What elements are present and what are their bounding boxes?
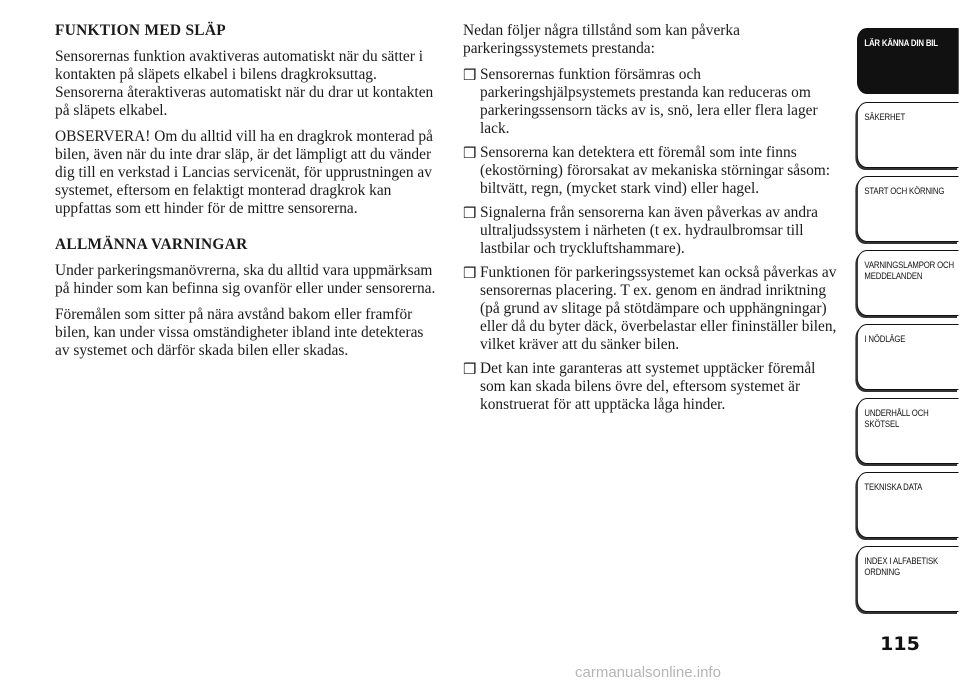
- left-column: [55, 22, 440, 368]
- checkbox-bullet-icon: ❒: [463, 144, 477, 162]
- paragraph: Föremålen som sitter på nära avstånd bakom eller framför bilen, kan under vissa omständigheter ibland inte detekteras av systemet och därför skada bilen eller skadas.: [55, 306, 424, 359]
- list-item: ❒ Funktionen för parkeringssystemet kan också påverkas av sensorernas placering. T ex. genom en ändrad inriktning (på grund av slitage på stötdämpare och upphängningar) eller då du byter däck, överbelastar eller fininställer bilen, vilket kräver att du sänker bilen.: [463, 264, 837, 353]
- list-item: ❒ Sensorernas funktion försämras och parkeringshjälpsystemets prestanda kan reduceras om parkeringssensorn täcks av is, snö, lera eller flera lager lack.: [463, 66, 818, 137]
- watermark: carmanualsonline.info: [575, 664, 721, 681]
- chapter-tabs: [857, 28, 960, 620]
- tab-lar-kanna-din-bil[interactable]: LÄR KÄNNA DIN BIL: [857, 28, 959, 94]
- tab-varningslampor[interactable]: VARNINGSLAMPOR OCH MEDDELANDEN: [857, 250, 959, 316]
- right-column: [463, 22, 838, 420]
- checkbox-bullet-icon: ❒: [463, 204, 477, 222]
- tab-i-nodlage[interactable]: I NÖDLÄGE: [857, 324, 959, 390]
- checkbox-bullet-icon: ❒: [463, 360, 477, 378]
- intro-paragraph: Nedan följer några tillstånd som kan påverka parkeringssystemets prestanda:: [463, 22, 740, 57]
- section-heading-trailer-function: FUNKTION MED SLÄP: [55, 22, 226, 39]
- list-item: ❒ Det kan inte garanteras att systemet upptäcker föremål som kan skada bilens övre del, eftersom systemet är konstruerat för att upptäcka låga hinder.: [463, 360, 816, 413]
- paragraph: Sensorernas funktion avaktiveras automatiskt när du sätter i kontakten på släpets elkabel i bilens dragkroksuttag. Sensorerna återaktiveras automatiskt när du drar ut kontakten på släpets elkabel.: [55, 48, 434, 119]
- checkbox-bullet-icon: ❒: [463, 264, 477, 282]
- list-item: ❒ Signalerna från sensorerna kan även påverkas av andra ultraljudssystem i närheten (t ex. hydraulbromsar till lastbilar och tryckluftshammare).: [463, 204, 819, 257]
- tab-index[interactable]: INDEX I ALFABETISK ORDNING: [857, 546, 959, 612]
- page-number: 115: [880, 633, 920, 655]
- list-item: ❒ Sensorerna kan detektera ett föremål som inte finns (ekostörning) förorsakat av mekaniska störningar såsom: biltvätt, regn, (mycket stark vind) eller hagel.: [463, 144, 831, 197]
- tab-tekniska-data[interactable]: TEKNISKA DATA: [857, 472, 959, 538]
- checkbox-bullet-icon: ❒: [463, 66, 477, 84]
- tab-start-och-korning[interactable]: START OCH KÖRNING: [857, 176, 959, 242]
- paragraph: Under parkeringsmanövrerna, ska du alltid vara uppmärksam på hinder som kan befinna sig ovanför eller under sensorerna.: [55, 262, 436, 297]
- tab-sakerhet[interactable]: SÄKERHET: [857, 102, 959, 168]
- tab-underhall-och-skotsel[interactable]: UNDERHÅLL OCH SKÖTSEL: [857, 398, 959, 464]
- section-heading-general-warnings: ALLMÄNNA VARNINGAR: [55, 236, 248, 253]
- condition-list: [463, 66, 838, 414]
- paragraph: OBSERVERA! Om du alltid vill ha en dragkrok monterad på bilen, även när du inte drar släp, är det lämpligt att du vänder dig till en verkstad i Lancias servicenät, för upprustningen av systemet, eftersom en felaktigt monterad dragkrok kan uppfattas som ett hinder för de mittre sensorerna.: [55, 128, 433, 217]
